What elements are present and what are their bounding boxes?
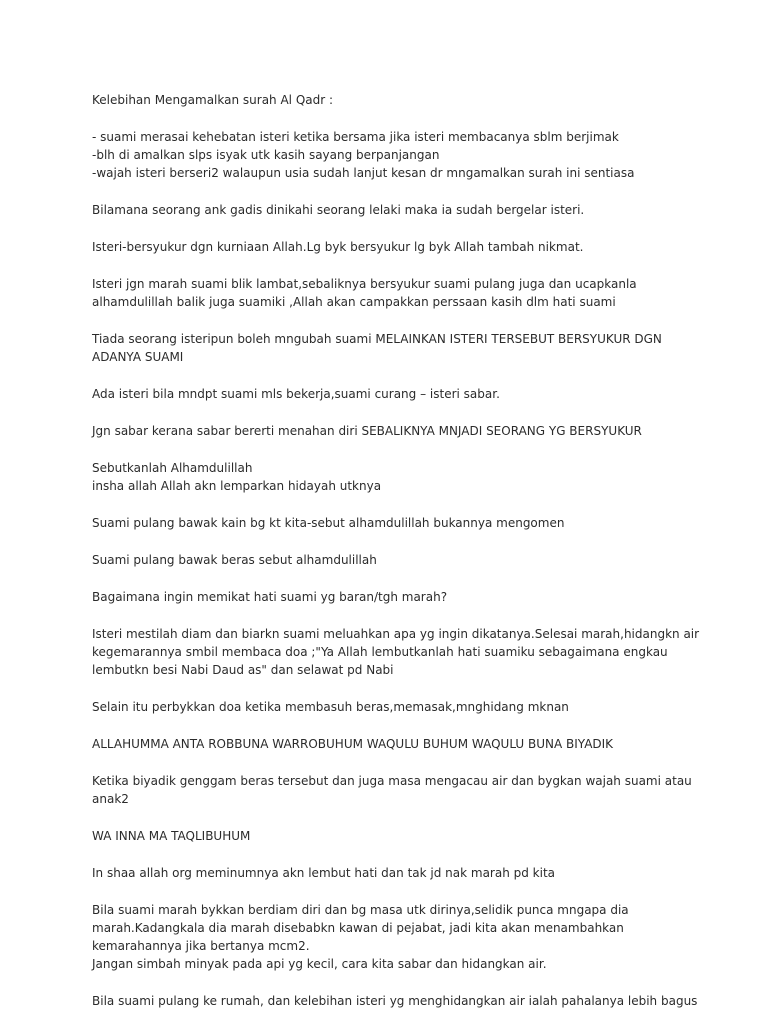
document-paragraph xyxy=(92,385,708,403)
document-body xyxy=(92,91,708,1010)
document-paragraph xyxy=(92,827,708,845)
document-paragraph xyxy=(92,735,708,753)
text-line: Ketika biyadik genggam beras tersebut dan juga masa mengacau air dan bygkan wajah suami atau xyxy=(92,774,692,788)
text-line: In shaa allah org meminumnya akn lembut hati dan tak jd nak marah pd kita xyxy=(92,866,556,880)
document-paragraph xyxy=(92,128,708,182)
document-paragraph xyxy=(92,275,708,311)
text-line: Bagaimana ingin memikat hati suami yg baran/tgh marah? xyxy=(92,590,448,604)
text-line: alhamdulillah balik juga suamiki ,Allah akan campakkan perssaan kasih dlm hati suami xyxy=(92,295,616,309)
text-line: -wajah isteri berseri2 walaupun usia sudah lanjut kesan dr mngamalkan surah ini sentiasa xyxy=(92,166,635,180)
text-line: Bila suami pulang ke rumah, dan kelebihan isteri yg menghidangkan air ialah pahalanya lebih bagus xyxy=(92,994,698,1008)
text-line: kegemarannya smbil membaca doa ;"Ya Allah lembutkanlah hati suamiku sebagaimana engkau xyxy=(92,645,668,659)
text-line: insha allah Allah akn lemparkan hidayah utknya xyxy=(92,479,382,493)
document-paragraph xyxy=(92,772,708,808)
text-line: -blh di amalkan slps isyak utk kasih sayang berpanjangan xyxy=(92,148,440,162)
text-line: Suami pulang bawak kain bg kt kita-sebut alhamdulillah bukannya mengomen xyxy=(92,516,565,530)
text-line: lembutkn besi Nabi Daud as" dan selawat pd Nabi xyxy=(92,663,394,677)
document-paragraph xyxy=(92,459,708,495)
text-line: Jgn sabar kerana sabar bererti menahan diri SEBALIKNYA MNJADI SEORANG YG BERSYUKUR xyxy=(92,424,642,438)
document-paragraph xyxy=(92,91,708,109)
text-line: Ada isteri bila mndpt suami mls bekerja,suami curang – isteri sabar. xyxy=(92,387,500,401)
document-paragraph xyxy=(92,422,708,440)
document-paragraph xyxy=(92,588,708,606)
text-line: Jangan simbah minyak pada api yg kecil, cara kita sabar dan hidangkan air. xyxy=(92,957,547,971)
document-paragraph xyxy=(92,864,708,882)
text-line: Isteri-bersyukur dgn kurniaan Allah.Lg byk bersyukur lg byk Allah tambah nikmat. xyxy=(92,240,584,254)
text-line: WA INNA MA TAQLIBUHUM xyxy=(92,829,251,843)
text-line: ADANYA SUAMI xyxy=(92,350,184,364)
document-paragraph xyxy=(92,238,708,256)
document-paragraph xyxy=(92,698,708,716)
text-line: anak2 xyxy=(92,792,129,806)
text-line: - suami merasai kehebatan isteri ketika bersama jika isteri membacanya sblm berjimak xyxy=(92,130,619,144)
document-paragraph xyxy=(92,992,708,1010)
text-line: Selain itu perbykkan doa ketika membasuh beras,memasak,mnghidang mknan xyxy=(92,700,569,714)
text-line: kemarahannya jika bertanya mcm2. xyxy=(92,939,310,953)
text-line: Isteri mestilah diam dan biarkn suami meluahkan apa yg ingin dikatanya.Selesai marah,hidangkn air xyxy=(92,627,700,641)
text-line: Tiada seorang isteripun boleh mngubah suami MELAINKAN ISTERI TERSEBUT BERSYUKUR DGN xyxy=(92,332,662,346)
text-line: Bilamana seorang ank gadis dinikahi seorang lelaki maka ia sudah bergelar isteri. xyxy=(92,203,585,217)
text-line: Kelebihan Mengamalkan surah Al Qadr : xyxy=(92,93,334,107)
text-line: Isteri jgn marah suami blik lambat,sebaliknya bersyukur suami pulang juga dan ucapkanla xyxy=(92,277,637,291)
document-paragraph xyxy=(92,201,708,219)
text-line: Bila suami marah bykkan berdiam diri dan bg masa utk dirinya,selidik punca mngapa dia xyxy=(92,903,629,917)
document-paragraph xyxy=(92,551,708,569)
text-line: Suami pulang bawak beras sebut alhamdulillah xyxy=(92,553,377,567)
text-line: marah.Kadangkala dia marah disebabkn kawan di pejabat, jadi kita akan menambahkan xyxy=(92,921,624,935)
text-line: Sebutkanlah Alhamdulillah xyxy=(92,461,253,475)
document-paragraph xyxy=(92,625,708,679)
text-line: ALLAHUMMA ANTA ROBBUNA WARROBUHUM WAQULU BUHUM WAQULU BUNA BIYADIK xyxy=(92,737,614,751)
document-paragraph xyxy=(92,901,708,973)
document-paragraph xyxy=(92,514,708,532)
document-paragraph xyxy=(92,330,708,366)
